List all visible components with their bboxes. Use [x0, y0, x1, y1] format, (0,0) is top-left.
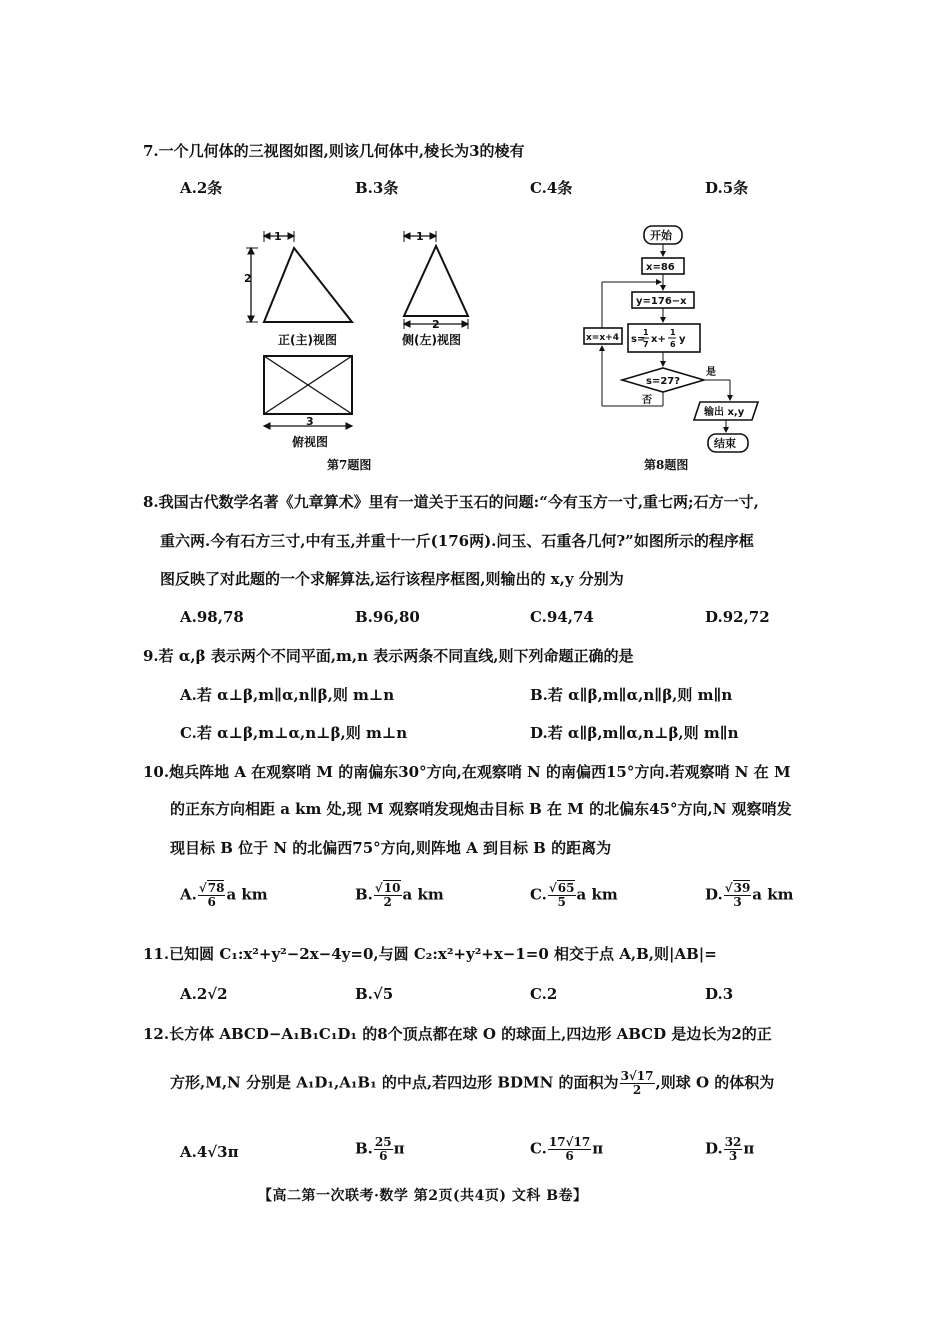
q7-option-c: C.4条	[530, 179, 573, 197]
q8-line3: 图反映了对此题的一个求解算法,运行该程序框图,则输出的 x,y 分别为	[160, 570, 624, 588]
q7-stem: 7.一个几何体的三视图如图,则该几何体中,棱长为3的棱有	[143, 142, 525, 160]
q12-option-a: A.4√3π	[180, 1143, 239, 1161]
flow-s-f1-num: 1	[643, 328, 649, 337]
q12-option-b: B. $\frac{25}{6}$ π	[355, 1135, 405, 1163]
q9-option-a: A.若 α⊥β,m∥α,n∥β,则 m⊥n	[180, 686, 395, 704]
fig7-three-views	[238, 228, 478, 478]
flow-start: 开始	[650, 229, 672, 242]
q10-line2: 的正东方向相距 a km 处,现 M 观察哨发现炮击目标 B 在 M 的北偏东45°方向,N 观察哨发	[170, 800, 792, 818]
q9-option-b: B.若 α∥β,m∥α,n∥β,则 m∥n	[530, 686, 733, 704]
front-view-triangle	[264, 248, 352, 322]
q8-option-d: D.92,72	[705, 608, 770, 626]
q7-option-b: B.3条	[355, 179, 399, 197]
fig8-flowchart	[580, 222, 770, 458]
q10-option-a: A. $\frac{√78}{6}$ a km	[180, 881, 268, 909]
q11-option-c: C.2	[530, 985, 558, 1003]
front-view-label: 正(主)视图	[278, 333, 337, 347]
flow-s-f2-num: 1	[670, 328, 676, 337]
q11-option-b: B.√5	[355, 985, 394, 1003]
q12-option-d: D. $\frac{32}{3}$ π	[705, 1135, 755, 1163]
flow-s-prefix: s=	[631, 334, 646, 345]
fig8-caption: 第8题图	[644, 458, 689, 472]
q8-option-a: A.98,78	[180, 608, 244, 626]
dim-front-top: 1	[274, 230, 282, 243]
dim-top-width: 3	[306, 415, 314, 428]
side-view-triangle	[404, 246, 468, 316]
flow-init: x=86	[646, 262, 675, 273]
dim-side-bottom: 2	[432, 318, 440, 331]
q12-line1: 12.长方体 ABCD−A₁B₁C₁D₁ 的8个顶点都在球 O 的球面上,四边形 ABCD 是边长为2的正	[143, 1025, 772, 1043]
q10-option-d: D. $\frac{√39}{3}$ a km	[705, 881, 794, 909]
q9-option-d: D.若 α∥β,m∥α,n⊥β,则 m∥n	[530, 724, 739, 742]
page-footer: 【高二第一次联考·数学 第2页(共4页) 文科 B卷】	[258, 1188, 588, 1204]
flow-step-y: y=176−x	[636, 296, 687, 307]
flow-end: 结束	[714, 437, 736, 450]
q10-line1: 10.炮兵阵地 A 在观察哨 M 的南偏东30°方向,在观察哨 N 的南偏西15°方向.若观察哨 N 在 M	[143, 763, 791, 781]
q7-option-d: D.5条	[705, 179, 749, 197]
q12-option-c: C. $\frac{17√17}{6}$ π	[530, 1135, 604, 1163]
side-view-label: 侧(左)视图	[402, 333, 461, 347]
flow-condition: s=27?	[646, 376, 681, 387]
q8-line1: 8.我国古代数学名著《九章算术》里有一道关于玉石的问题:“今有玉方一寸,重七两;石方一寸,	[143, 493, 759, 511]
fig7-caption: 第7题图	[327, 458, 372, 472]
top-view-label: 俯视图	[292, 435, 329, 449]
q10-option-b: B. $\frac{√10}{2}$ a km	[355, 881, 444, 909]
flow-s-mid: x+	[651, 334, 666, 345]
flow-s-f1-den: 7	[643, 340, 649, 349]
flow-s-f2-den: 6	[670, 340, 676, 349]
q10-option-c: C. $\frac{√65}{5}$ a km	[530, 881, 618, 909]
q11-option-a: A.2√2	[180, 985, 228, 1003]
flow-output: 输出 x,y	[704, 407, 745, 418]
q11-option-d: D.3	[705, 985, 734, 1003]
flow-s-suffix: y	[679, 334, 686, 345]
q10-line3: 现目标 B 位于 N 的北偏西75°方向,则阵地 A 到目标 B 的距离为	[170, 839, 612, 857]
q8-line2: 重六两.今有石方三寸,中有玉,并重十一斤(176两).问玉、石重各几何?”如图所示的程序框	[160, 532, 754, 550]
flow-no: 否	[642, 395, 652, 406]
q9-option-c: C.若 α⊥β,m⊥α,n⊥β,则 m⊥n	[180, 724, 408, 742]
q9-stem: 9.若 α,β 表示两个不同平面,m,n 表示两条不同直线,则下列命题正确的是	[143, 647, 634, 665]
dim-front-height: 2	[244, 272, 252, 285]
flow-update-x: x=x+4	[586, 333, 619, 343]
q8-option-b: B.96,80	[355, 608, 420, 626]
q12-line2: 方形,M,N 分别是 A₁D₁,A₁B₁ 的中点,若四边形 BDMN 的面积为 $\frac{3√17}{2}$ ,则球 O 的体积为	[170, 1069, 775, 1097]
dim-side-top: 1	[416, 230, 424, 243]
q7-option-a: A.2条	[180, 179, 223, 197]
q11-stem: 11.已知圆 C₁:x²+y²−2x−4y=0,与圆 C₂:x²+y²+x−1=0 相交于点 A,B,则|AB|=	[143, 945, 717, 963]
flow-yes: 是	[706, 367, 716, 378]
q8-option-c: C.94,74	[530, 608, 594, 626]
